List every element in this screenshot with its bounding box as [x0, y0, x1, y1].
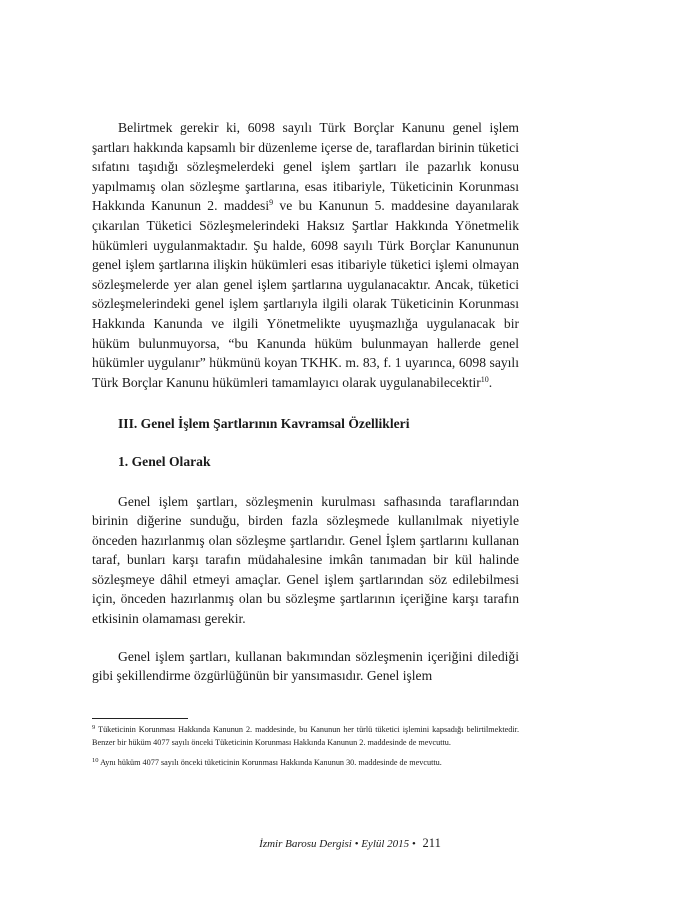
footnote-ref-10: 10	[480, 374, 489, 384]
paragraph-3: Genel işlem şartları, kullanan bakımından sözleşmenin içeriğini dilediği gibi şekillendirme özgürlüğünün bir yansımasıdır. Genel işlem	[92, 648, 519, 684]
paragraph-1-text-c: .	[488, 374, 493, 390]
section-heading: III. Genel İşlem Şartlarının Kavramsal Özellikleri	[118, 416, 410, 432]
footnotes	[92, 724, 519, 778]
footnote-divider	[92, 718, 188, 719]
page-number: 211	[422, 836, 441, 850]
footnote-9	[92, 724, 519, 749]
footnote-number: 10	[92, 757, 99, 765]
paragraph-2: Genel işlem şartları, sözleşmenin kurulması safhasında taraflarından birinin diğerine sunduğu, birden fazla sözleşmede kullanılmak niyetiyle önceden hazırlanmış olan sözleşme şartlarıdır. Genel İşlem şartlarını kullanan taraf, bunları karşı tarafın müdahalesine imkân tanımadan bir kül halinde sözleşmeye dâhil etmeyi amaçlar. Genel işlem şartlarından söz edilebilmesi için, önceden hazırlanmış olan bu sözleşme şartlarının içeriğine karşı tarafın etkisinin olamaması gerekir.	[92, 493, 519, 627]
footnote-text: Aynı hüküm 4077 sayılı önceki tüketicinin Korunması Hakkında Kanunun 30. maddesinde de mevcuttu.	[98, 758, 442, 768]
subsection-heading: 1. Genel Olarak	[118, 453, 211, 469]
paragraph-1	[92, 118, 519, 392]
page-footer	[0, 836, 700, 851]
paragraph-1-text-a: Belirtmek gerekir ki, 6098 sayılı Türk Borçlar Kanunu genel işlem şartları hakkında kapsamlı bir düzenleme içerse de, taraflardan birinin tüketici sıfatını taşıdığı sözleşmelerdeki genel işlem şartları ile pazarlık konusu yapılmamış olan sözleşme şartlarına, esas itibariyle, Tüketicinin Korunması Hakkında Kanunun 2. maddesi	[92, 120, 519, 214]
footnote-number: 9	[92, 724, 96, 731]
paragraph-1-text-b: ve bu Kanunun 5. maddesine dayanılarak çıkarılan Tüketici Sözleşmelerindeki Haksız Şartlar Hakkında Yönetmelik hükümleri uygulanmaktadır. Şu halde, 6098 sayılı Türk Borçlar Kanununun genel işlem şartlarına ilişkin hükümleri esas itibariyle tüketici işlemi olmayan sözleşmelerde yer alan genel işlem şartlarına uygulanacaktır. Ancak, tüketici sözleşmelerindeki genel işlem şartlarıyla ilgili olarak Tüketicinin Korunması Hakkında Kanunda ve ilgili Yönetmelikte uyuşmazlığa uygulanacak bir hüküm bulunmuyorsa, “bu Kanunda hüküm bulunmayan hallerde genel hükümler uygulanır” hükmünü koyan TKHK. m. 83, f. 1 uyarınca, 6098 sayılı Türk Borçlar Kanunu hükümleri tamamlayıcı olarak uygulanabilecektir	[92, 198, 519, 390]
footnote-10	[92, 757, 519, 770]
page-body	[92, 118, 519, 686]
footnote-text: Tüketicinin Korunması Hakkında Kanunun 2. maddesinde, bu Kanunun her türlü tüketici işlemini kapsadığı belirtilmektedir. Benzer bir hüküm 4077 sayılı önceki Tüketicinin Korunması Hakkında Kanunun 2. maddesinde de mevcuttu.	[92, 725, 519, 747]
journal-name: İzmir Barosu Dergisi • Eylül 2015 •	[259, 838, 416, 850]
footnote-ref-9: 9	[269, 198, 274, 208]
